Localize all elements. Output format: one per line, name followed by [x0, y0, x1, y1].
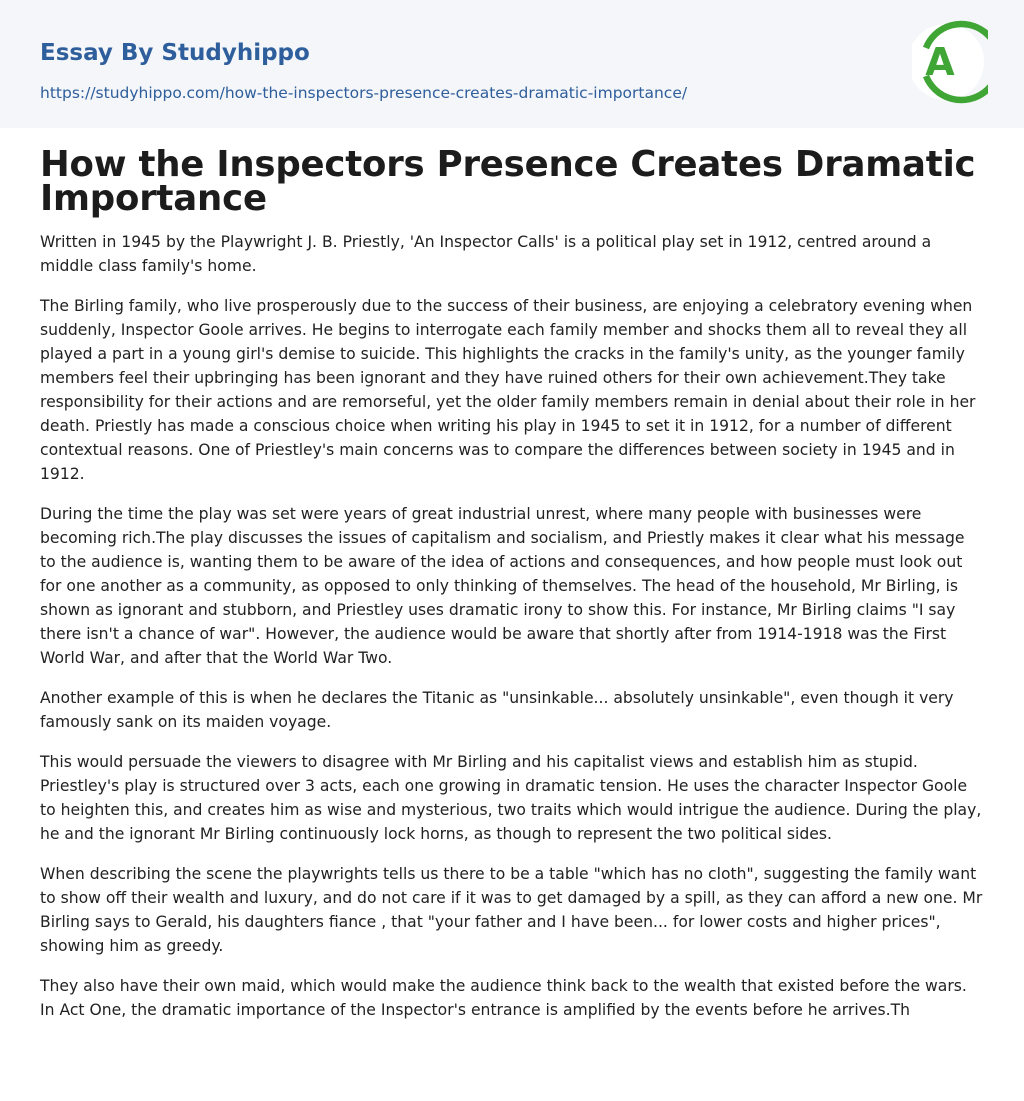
article-content — [0, 128, 1024, 1022]
article-paragraph: Another example of this is when he declares the Titanic as "unsinkable... absolutely unsinkable", even though it very famously sank on its maiden voyage. — [40, 689, 954, 731]
article-paragraph: The Birling family, who live prosperously due to the success of their business, are enjoying a celebratory evening when suddenly, Inspector Goole arrives. He begins to interrogate each family member and shocks them all to reveal they all played a part in a young girl's demise to suicide. This highlights the cracks in the family's unity, as the younger family members feel their upbringing has been ignorant and they have ruined others for their own achievement.They take responsibility for their actions and are remorseful, yet the older family members remain in denial about their role in her death. Priestly has made a conscious choice when writing his play in 1945 to set it in 1912, for a number of different contextual reasons. One of Priestley's main concerns was to compare the differences between society in 1945 and in 1912. — [40, 297, 976, 483]
article-paragraph: They also have their own maid, which would make the audience think back to the wealth that existed before the wars. In Act One, the dramatic importance of the Inspector's entrance is amplified by the events before he arrives.Th — [40, 977, 967, 1019]
site-brand[interactable]: Essay By Studyhippo — [40, 40, 310, 66]
source-url-link[interactable]: https://studyhippo.com/how-the-inspectors-presence-creates-dramatic-importance/ — [40, 84, 688, 102]
article-paragraph: During the time the play was set were years of great industrial unrest, where many people with businesses were becoming rich.The play discusses the issues of capitalism and socialism, and Priestly makes it clear what his message to the audience is, wanting them to be aware of the idea of actions and consequences, and how people must look out for one another as a community, as opposed to only thinking of themselves. The head of the household, Mr Birling, is shown as ignorant and stubborn, and Priestley uses dramatic irony to show this. For instance, Mr Birling claims "I say there isn't a chance of war". However, the audience would be aware that shortly after from 1914-1918 was the First World War, and after that the World War Two. — [40, 505, 965, 667]
page-title: How the Inspectors Presence Creates Dramatic Importance — [40, 144, 976, 219]
site-header — [0, 0, 1024, 128]
article-paragraph: Written in 1945 by the Playwright J. B. Priestly, 'An Inspector Calls' is a political play set in 1912, centred around a middle class family's home. — [40, 233, 932, 275]
article-paragraph: This would persuade the viewers to disagree with Mr Birling and his capitalist views and establish him as stupid. Priestley's play is structured over 3 acts, each one growing in dramatic tension. He uses the character Inspector Goole to heighten this, and creates him as wise and mysterious, two traits which would intrigue the audience. During the play, he and the ignorant Mr Birling continuously lock horns, as though to represent the two political sides. — [40, 753, 982, 843]
studyhippo-logo-icon[interactable] — [912, 18, 988, 106]
logo-letter: A — [925, 40, 955, 84]
article-paragraph: When describing the scene the playwrights tells us there to be a table "which has no cloth", suggesting the family want to show off their wealth and luxury, and do not care if it was to get damaged by a spill, as they can afford a new one. Mr Birling says to Gerald, his daughters fiance , that "your father and I have been... for lower costs and higher prices", showing him as greedy. — [40, 865, 983, 955]
